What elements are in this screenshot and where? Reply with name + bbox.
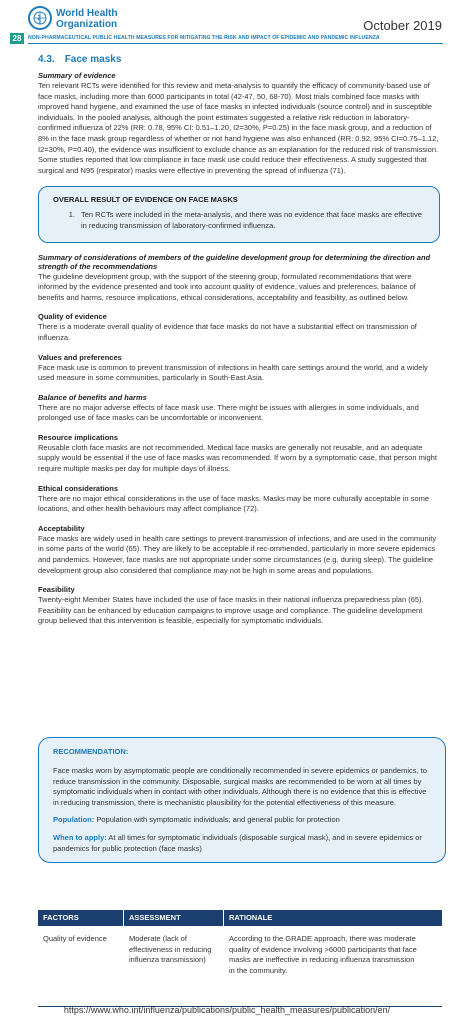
acceptability-text: Face masks are widely used in health care settings to prevent transmission of infections, and are used in the community in some parts of the world (65). They are likely to be acceptable if rec-ommended, particularly in more severe epidemics and pandemics. However, face masks are not appropriate under some circumstances (e.g. during sleep). The guideline development group also considered that compliance may not be high in some areas and populations. [38, 533, 437, 575]
org-name [56, 8, 117, 30]
quality-heading: Quality of evidence [38, 312, 107, 322]
when-text: At all times for symptomatic individuals (disposable surgical mask), and in severe epidemics or pandemics for public protection (face masks) [53, 832, 422, 853]
resource-heading: Resource implications [38, 432, 119, 442]
ethical-text: There are no major ethical considerations in the use of face masks. Masks may be more culturally acceptable in some locations, and other health behaviours may affect compliance (72). [38, 493, 430, 514]
section-number: 4.3. [38, 54, 55, 65]
feasibility-heading: Feasibility [38, 585, 75, 595]
considerations-text: The guideline development group, with the support of the steering group, formulated recommendations that were informed by the evidence presented and took into account quality of evidence, values and preferences, balance of benefits and harms, resource implications, ethical considerations, acceptability and feasibility, as outlined below. [38, 271, 416, 302]
section-heading [38, 54, 440, 65]
values-text: Face mask use is common to prevent transmission of infections in health care settings around the world, and a widely used measure in some communities, particularly in South-East Asia. [38, 362, 428, 383]
overall-result-box [38, 186, 440, 242]
running-title: NON-PHARMACEUTICAL PUBLIC HEALTH MEASURES FOR MITIGATING THE RISK AND IMPACT OF EPIDEMIC AND PANDEMIC INFLUENZA [28, 35, 380, 41]
balance-heading: Balance of benefits and harms [38, 392, 147, 402]
acceptability-heading: Acceptability [38, 523, 85, 533]
population-text: Population with symptomatic individuals; and general public for protection [96, 815, 340, 825]
considerations-heading: Summary of considerations of members of the guideline development group for determining the direction and strength of the recommendations [38, 252, 431, 271]
balance-text: There are no major adverse effects of face mask use. There might be issues with allergies in some individuals, and prolonged use of face masks can be uncomfortable or inconvenient. [38, 402, 419, 423]
recommendation-text: Face masks worn by asymptomatic people are conditionally recommended in severe epidemics or pandemics, to reduce transmission in the community. Disposable, surgical masks are recommended to be worn at all times by symptomatic individuals when in contact with other individuals. Although there is no evidence that this is effective in reducing transmission, there is mechanistic plausibility for the potential effectiveness of this measure. [53, 766, 427, 807]
ethical-heading: Ethical considerations [38, 483, 119, 493]
source-url: https://www.who.int/influenza/publications/public_health_measures/publication/en/ [63, 1005, 391, 1015]
header-assessment: ASSESSMENT [124, 910, 224, 926]
values-heading: Values and preferences [38, 352, 122, 362]
resource-text: Reusable cloth face masks are not recommended. Medical face masks are generally not reusable, and an adequate supply would be essential if the use of face masks was recommended. If worn by a symptomatic case, that person might require multiple masks per day for multiple days of illness. [38, 442, 437, 474]
overall-result-item-text: Ten RCTs were included in the meta-analysis, and there was no evidence that face masks are effective in reducing transmission of laboratory-confirmed influenza. [81, 210, 422, 230]
recommendation-title: RECOMMENDATION: [53, 747, 129, 756]
header-rationale: RATIONALE [229, 913, 273, 922]
publication-date: October 2019 [363, 18, 442, 33]
overall-result-item [53, 210, 427, 231]
overall-result-title: OVERALL RESULT OF EVIDENCE ON FACE MASKS [53, 195, 238, 205]
overall-result-item-number: 1. [68, 210, 75, 220]
org-name-line1: World Health [56, 8, 118, 19]
population-label: Population: [53, 815, 95, 825]
when-line [53, 833, 433, 854]
page-header [0, 0, 454, 42]
population-line [53, 815, 433, 826]
evidence-text: Ten relevant RCTs were identified for this review and meta-analysis to quantify the efficacy of community-based use of face masks, including more than 6000 participants in total (42-47, 50, 68-70). Most trials combined face masks with improved hand hygiene, and examined the use of face masks in infected individuals (source control) and in susceptible individuals. In the pooled analysis, although the point estimates suggested a relative risk reduction in laboratory-confirmed influenza of 22% (RR: 0.78, 95% CI: 0.51–1.20, I2=30%, P=0.25) in the face mask group, and a reduction of 8% in the face mask group regardless of whether or not hand hygiene was also enhanced (RR: 0.92, 95% CI=0.75–1.12, I2=30%, P=0.40), the evidence was insufficient to exclude chance as an explanation for the reduced risk of transmission. Some studies reported that low compliance in face mask use could reduce their effectiveness. A study suggested that surgical and N95 (respirator) masks were effective in preventing the spread of influenza (71). [38, 81, 439, 175]
cell-rationale: According to the GRADE approach, there was moderate quality of evidence involving >6000 participants that face masks are ineffective in reducing influenza transmission in the community. [229, 934, 417, 975]
table-row [38, 934, 442, 976]
cell-factor: Quality of evidence [43, 934, 107, 943]
header-factors: FACTORS [38, 910, 124, 926]
page-number: 28 [10, 33, 24, 44]
org-name-line2: Organization [56, 19, 118, 30]
quality-text: There is a moderate overall quality of evidence that face masks do not have a substantial effect on transmission of influenza. [38, 322, 417, 342]
cell-assessment: Moderate (lack of effectiveness in reducing influenza transmission) [129, 934, 212, 965]
recommendation-box [38, 737, 446, 863]
feasibility-text: Twenty-eight Member States have included the use of face masks in their national influenza preparedness plan (65). Feasibility can be enhanced by education campaigns to improve usage and compliance. The guideline development group believed that this intervention is feasible, especially for symptomatic individuals. [38, 595, 424, 626]
who-logo-icon [28, 6, 52, 30]
section-title: Face masks [64, 54, 122, 65]
when-label: When to apply: [53, 832, 107, 842]
main-content [38, 54, 440, 627]
factors-table [38, 910, 442, 976]
table-header [38, 910, 442, 926]
header-rule [28, 43, 443, 44]
evidence-heading: Summary of evidence [38, 71, 116, 80]
